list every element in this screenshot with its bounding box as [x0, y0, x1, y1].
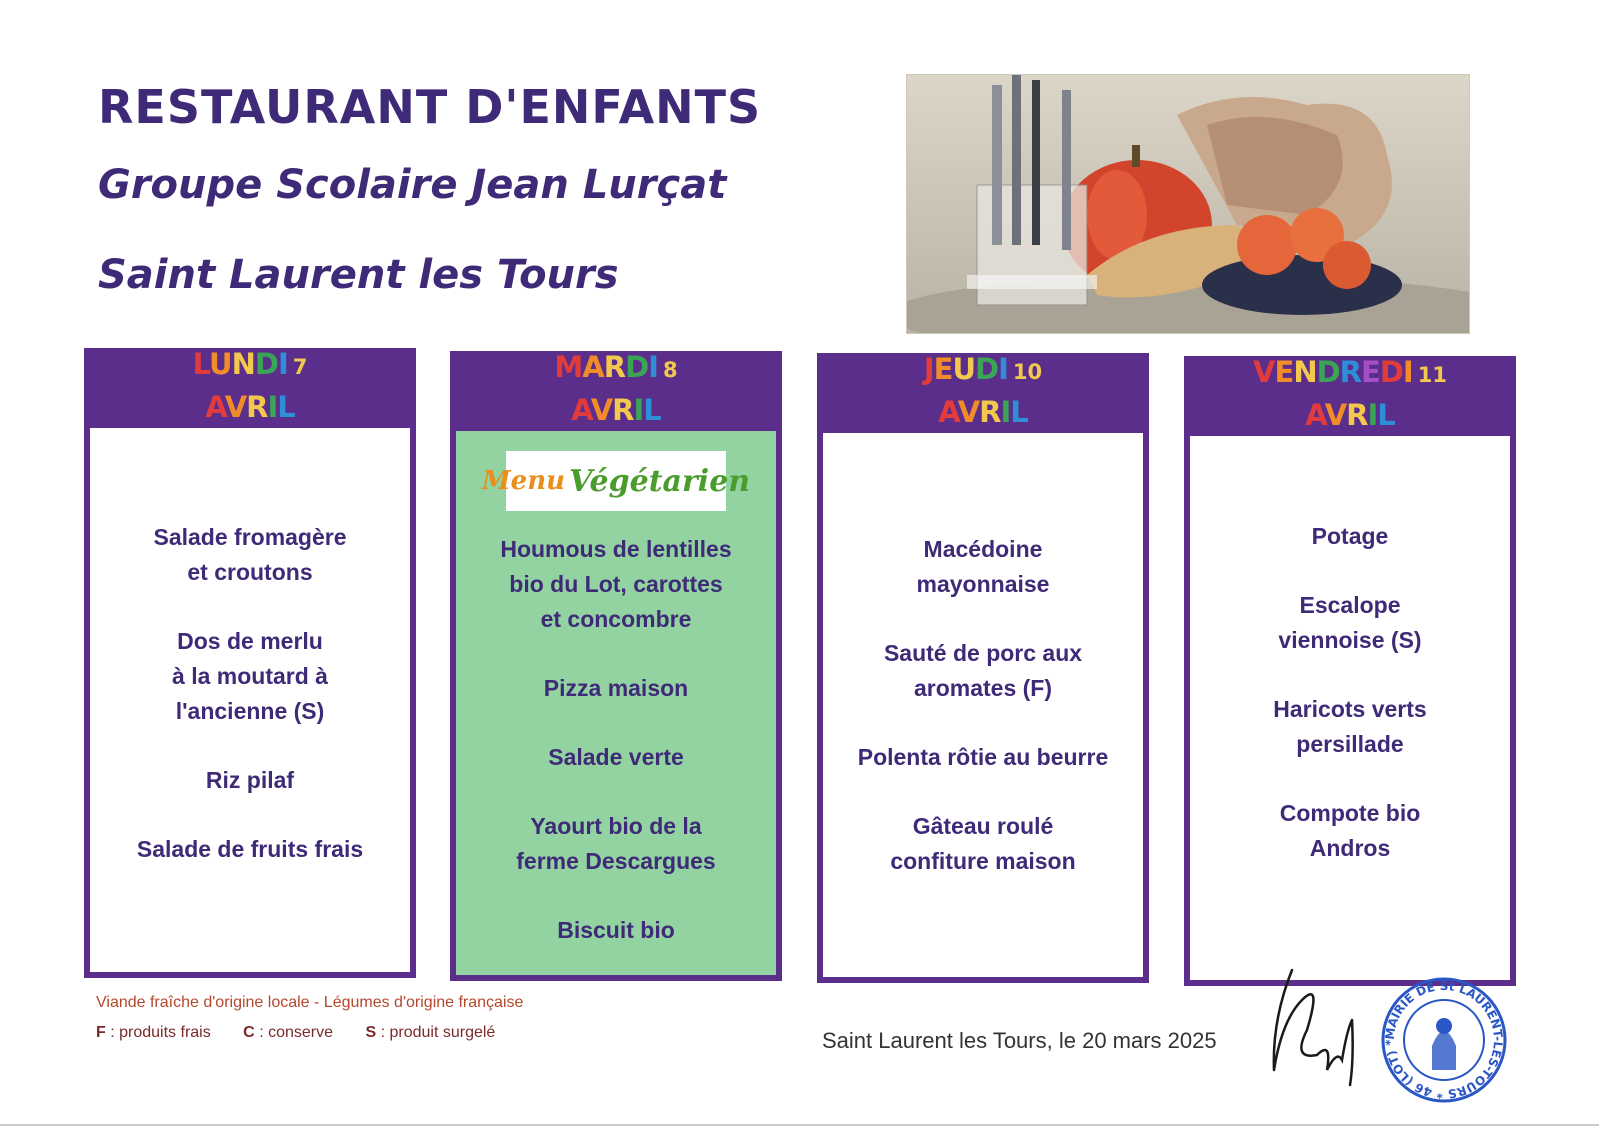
menu-item: Biscuit bio: [557, 917, 675, 943]
svg-text:MAIRIE DE St LAURENT-LES-TOURS: MAIRIE DE St LAURENT-LES-TOURS * 46 (LOT) *: [1382, 978, 1506, 1102]
day-name: JEUDI: [923, 352, 1008, 386]
restaurant-title: RESTAURANT D'ENFANTS: [98, 80, 762, 134]
menu-item: Polenta rôtie au beurre: [857, 744, 1109, 770]
menu-item: Salade fromagère et croutons: [153, 524, 347, 585]
badge-word-vegetarien: Végétarien: [569, 463, 751, 499]
day-number: 7: [292, 355, 308, 379]
menu-item: Compote bio Andros: [1279, 800, 1421, 861]
day-number: 11: [1417, 363, 1447, 387]
day-number: 10: [1012, 360, 1043, 384]
code-legend: [96, 1024, 523, 1042]
day-header: [1190, 356, 1510, 436]
day-card-thursday: [817, 353, 1149, 983]
menu-item: Riz pilaf: [205, 767, 295, 793]
menu-list: [90, 428, 410, 972]
vegetarian-menu-badge: [481, 451, 751, 511]
still-life-photo: [906, 74, 1470, 334]
day-name: MARDI: [554, 350, 658, 384]
legend-code-s: S : produit surgelé: [365, 1024, 496, 1041]
menu-item: Houmous de lentilles bio du Lot, carottes et concombre: [500, 536, 732, 632]
menu-item: Yaourt bio de la ferme Descargues: [516, 813, 716, 874]
menu-item: Macédoine mayonnaise: [916, 536, 1050, 597]
menu-list: [823, 433, 1143, 977]
day-card-monday: [84, 348, 416, 978]
day-name: LUNDI: [192, 347, 288, 381]
menu-item: Haricots verts persillade: [1273, 696, 1427, 757]
day-month: AVRIL: [938, 395, 1028, 429]
town-hall-stamp-icon: [1380, 976, 1508, 1104]
menu-item: Gâteau roulé confiture maison: [890, 813, 1076, 874]
day-month: AVRIL: [1305, 398, 1395, 432]
day-month: AVRIL: [205, 390, 295, 424]
menu-list-vegetarian: [456, 431, 776, 975]
day-card-friday: [1184, 356, 1516, 986]
menu-item: Escalope viennoise (S): [1278, 592, 1422, 653]
day-name: VENDREDI: [1253, 355, 1413, 389]
legend-code-c: C : conserve: [243, 1024, 333, 1041]
menu-list: [1190, 436, 1510, 980]
day-month: AVRIL: [571, 393, 661, 427]
day-number: 8: [662, 358, 678, 382]
day-header: [90, 348, 410, 428]
menu-item: Salade de fruits frais: [136, 836, 364, 862]
menu-item: Salade verte: [548, 744, 684, 770]
footer-divider: [0, 1124, 1599, 1126]
place-and-date: Saint Laurent les Tours, le 20 mars 2025: [822, 1028, 1217, 1053]
menu-item: Dos de merlu à la moutard à l'ancienne (S): [172, 628, 328, 724]
day-header: [456, 351, 776, 431]
signature-icon: [1262, 960, 1372, 1090]
day-header: [823, 353, 1143, 433]
day-card-tuesday: [450, 351, 782, 981]
menu-item: Pizza maison: [543, 675, 689, 701]
legend-code-f: F : produits frais: [96, 1024, 211, 1041]
origin-note: Viande fraîche d'origine locale - Légumes d'origine française: [96, 994, 524, 1011]
menu-item: Potage: [1311, 523, 1389, 549]
menu-item: Sauté de porc aux aromates (F): [883, 640, 1083, 701]
badge-word-menu: Menu: [481, 465, 566, 496]
school-name: Groupe Scolaire Jean Lurçat: [98, 162, 727, 208]
town-name: Saint Laurent les Tours: [98, 252, 619, 298]
